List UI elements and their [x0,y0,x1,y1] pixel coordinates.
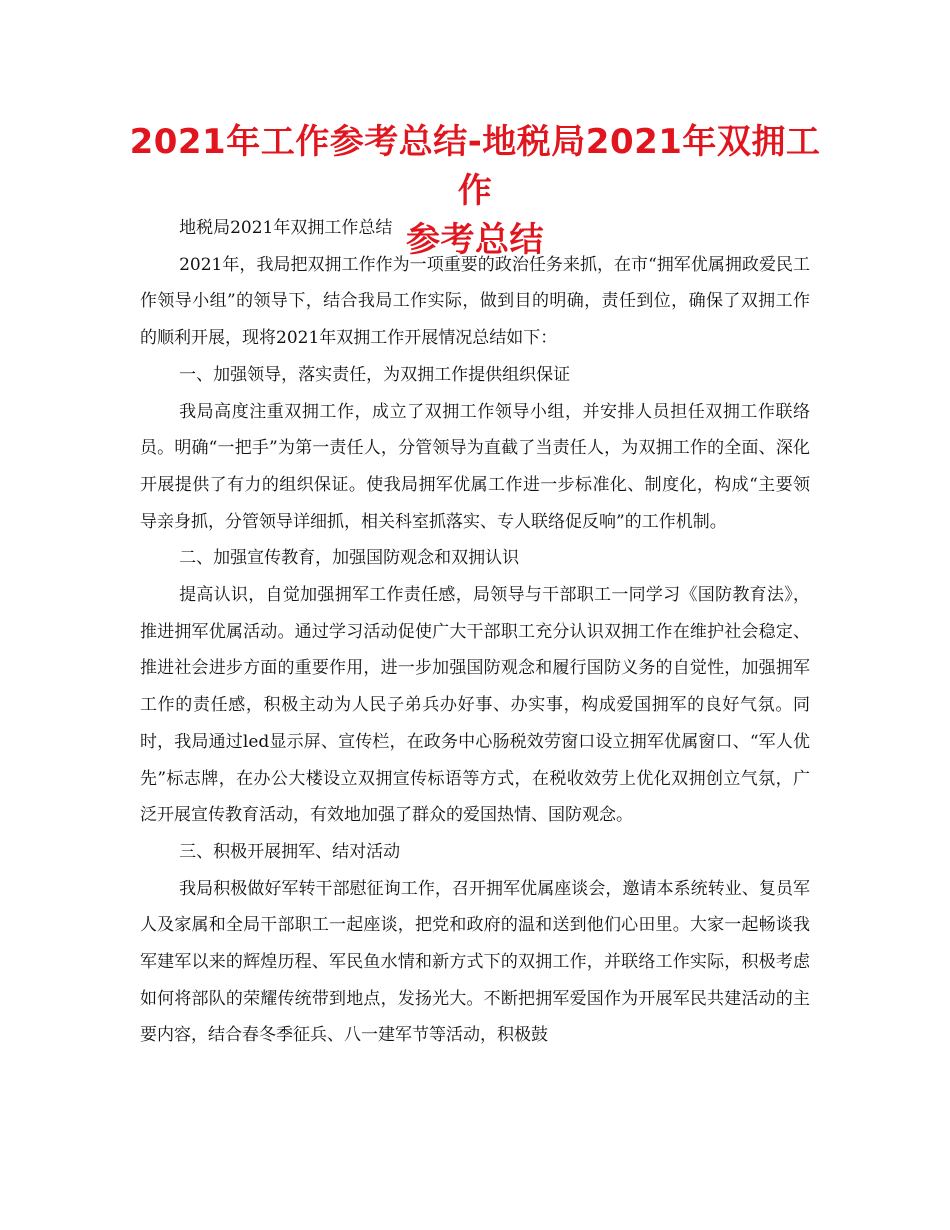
section-heading-1: 一、加强领导，落实责任，为双拥工作提供组织保证 [179,364,571,385]
section-heading-3: 三、积极开展拥军、结对活动 [179,841,401,862]
document-title-line-2: 参考总结 [406,220,544,260]
body-paragraph-3: 我局积极做好军转干部慰征询工作，召开拥军优属座谈会，邀请本系统转业、复员军人及家属和全局干部职工一起座谈，把党和政府的温和送到他们心田里。大家一起畅谈我军建军以来的辉煌历程、军民鱼水情和新方式下的双拥工作，并联络工作实际，积极考虑如何将部队的荣耀传统带到地点，发扬光大。不断把拥军爱国作为开展军民共建活动的主要内容，结合春冬季征兵、八一建军节等活动，积极鼓 [140,878,810,1046]
document-title-line-1: 2021年工作参考总结-地税局2021年双拥工作 [129,122,821,211]
section-heading-2: 二、加强宣传教育，加强国防观念和双拥认识 [179,548,520,569]
body-paragraph-1: 我局高度注重双拥工作，成立了双拥工作领导小组，并安排人员担任双拥工作联络员。明确“一把手”为第一责任人，分管领导为直截了当责任人，为双拥工作的全面、深化开展提供了有力的组织保证。使我局拥军优属工作进一步标准化、制度化，构成“主要领导亲身抓，分管领导详细抓，相关科室抓落实、专人联络促反响”的工作机制。 [140,401,810,532]
body-subtitle: 地税局2021年双拥工作总结 [179,218,393,238]
body-paragraph-2: 提高认识，自觉加强拥军工作责任感，局领导与干部职工一同学习《国防教育法》，推进拥军优属活动。通过学习活动促使广大干部职工充分认识双拥工作在维护社会稳定、推进社会进步方面的重要作用，进一步加强国防观念和履行国防义务的自觉性，加强拥军工作的责任感，积极主动为人民子弟兵办好事、办实事，构成爱国拥军的良好气氛。同时，我局通过led显示屏、宣传栏，在政务中心肠税效劳窗口设立拥军优属窗口、“军人优先”标志牌，在办公大楼设立双拥宣传标语等方式，在税收效劳上优化双拥创立气氛，广泛开展宣传教育活动，有效地加强了群众的爱国热情、国防观念。 [140,585,810,826]
document-body [140,210,810,1054]
body-paragraph-intro: 2021年，我局把双拥工作作为一项重要的政治任务来抓，在市“拥军优属拥政爱民工作领导小组”的领导下，结合我局工作实际，做到目的明确，责任到位，确保了双拥工作的顺利开展，现将2021年双拥工作开展情况总结如下： [140,254,810,349]
